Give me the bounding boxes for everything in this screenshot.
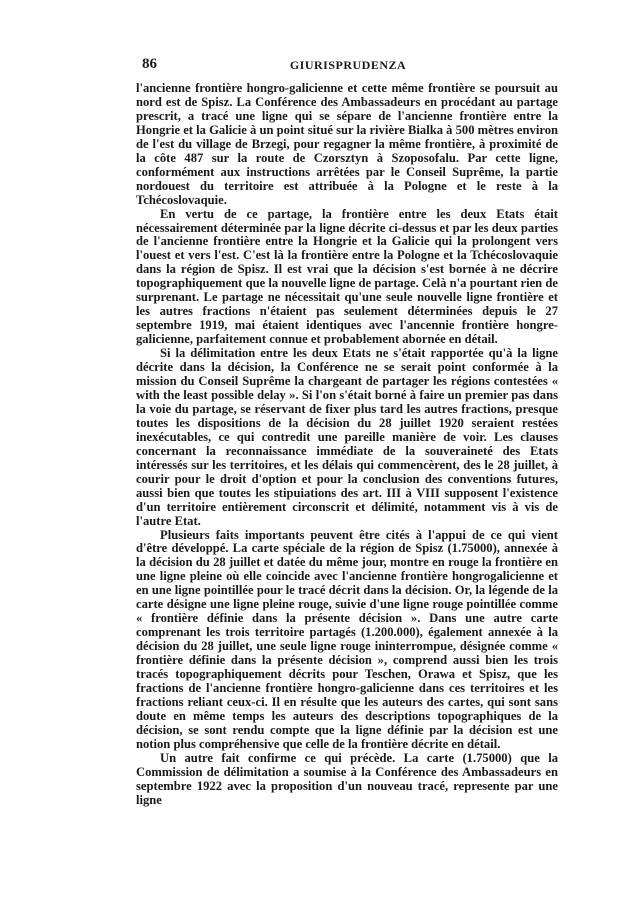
paragraph: Un autre fait confirme ce qui précède. La carte (1.75000) que la Commission de délimitation a soumise à la Conférence des Ambassadeurs en septembre 1922 avec la proposition d'un nouveau tracé, represente par une ligne [136, 750, 558, 807]
paragraph: Si la délimitation entre les deux Etats ne s'était rapportée qu'à la ligne décrite dans la décision, la Conférence ne se serait point conformée à la mission du Conseil Suprême la chargeant de partager les régions contestées « with the least possible delay ». Si l'on s'était borné à faire un premier pas dans la voie du partage, se réservant de fixer plus tard les autres fractions, presque toutes les dispositions de la décision du 28 juillet 1920 seraient restées inexécutables, ce qui contredit une pareille manière de voir. Les clauses concernant la reconnaissance immédiate de la souveraineté des Etats intéressés sur les territoires, et les délais qui commencèrent, des le 28 juillet, à courir pour le droit d'option et pour la conclusion des conventions futures, aussi bien que toutes les stipuiations des art. III à VIII supposent l'existence d'un territoire entièrement circonscrit et délimité, notamment vis à vis de l'autre Etat. [136, 346, 558, 528]
paragraph: l'ancienne frontière hongro-galicienne et cette même frontière se poursuit au nord est de Spisz. La Conférence des Ambassadeurs en procédant au partage prescrit, a tracé une ligne qui se sépare de l'ancienne frontière entre la Hongrie et la Galicie à un point situé sur la rivière Bialka à 500 mètres environ de l'est du village de Brzegi, pour regagner la même frontière, à proximité de la côte 487 sur la route de Czorsztyn à Szoposofalu. Par cette ligne, conformément aux instructions arrêtées par le Conseil Suprême, la partie nordouest du territoire est attribuée à la Pologne et le reste à la Tchécoslovaquie. [136, 81, 558, 207]
page-header [142, 56, 554, 76]
running-title: GIURISPRUDENZA [289, 58, 407, 72]
paragraph: Plusieurs faits importants peuvent être cités à l'appui de ce qui vient d'être développé. La carte spéciale de la région de Spisz (1.75000), annexée à la décision du 28 juillet et datée du même jour, montre en rouge la frontière en une ligne pleine où elle coincide avec l'ancienne frontière hongrogalicienne et en une ligne pointillée pour le tracé décrit dans la décision. Or, la légende de la carte désigne une ligne pleine rouge, suivie d'une ligne rouge pointillée comme « frontière définie dans la présente décision ». Dans une autre carte comprenant les trois territoire partagés (1.200.000), également annexée à la décision du 28 juillet, une seule ligne rouge ininterrompue, désignée comme « frontière définie dans la présente décision », comprend aussi bien les trois tracés topographiquement décrits pour Teschen, Orawa et Spisz, que les fractions de l'ancienne frontière hongro-galicienne dans ces territoires et les fractions reliant ceux-ci. Il en résulte que les auteurs des cartes, qui sont sans doute en même temps les auteurs des descriptions topographiques de la décision, se sont rendu compte que la ligne définie par la décision est une notion plus compréhensive que celle de la frontière décrite en détail. [136, 527, 558, 751]
page-number: 86 [142, 56, 157, 72]
body-text [136, 82, 558, 808]
paragraph: En vertu de ce partage, la frontière entre les deux Etats était nécessairement déterminée par la ligne décrite ci-dessus et par les deux parties de l'ancienne frontière entre la Hongrie et la Galicie qui la prolongent vers l'ouest et vers l'est. C'est là la frontière entre la Pologne et la Tchécoslovaquie dans la région de Spisz. Il est vrai que la décision s'est bornée à ne décrire topographiquement que la nouvelle ligne de partage. Celà n'a pourtant rien de surprenant. Le partage ne nécessitait qu'une seule nouvelle ligne frontière et les autres fractions n'étaient pas seulement déterminées depuis le 27 septembre 1919, mai étaient identiques avec l'ancennie frontière hongre-galicienne, parfaitement connue et probablement abornée en détail. [136, 206, 558, 347]
